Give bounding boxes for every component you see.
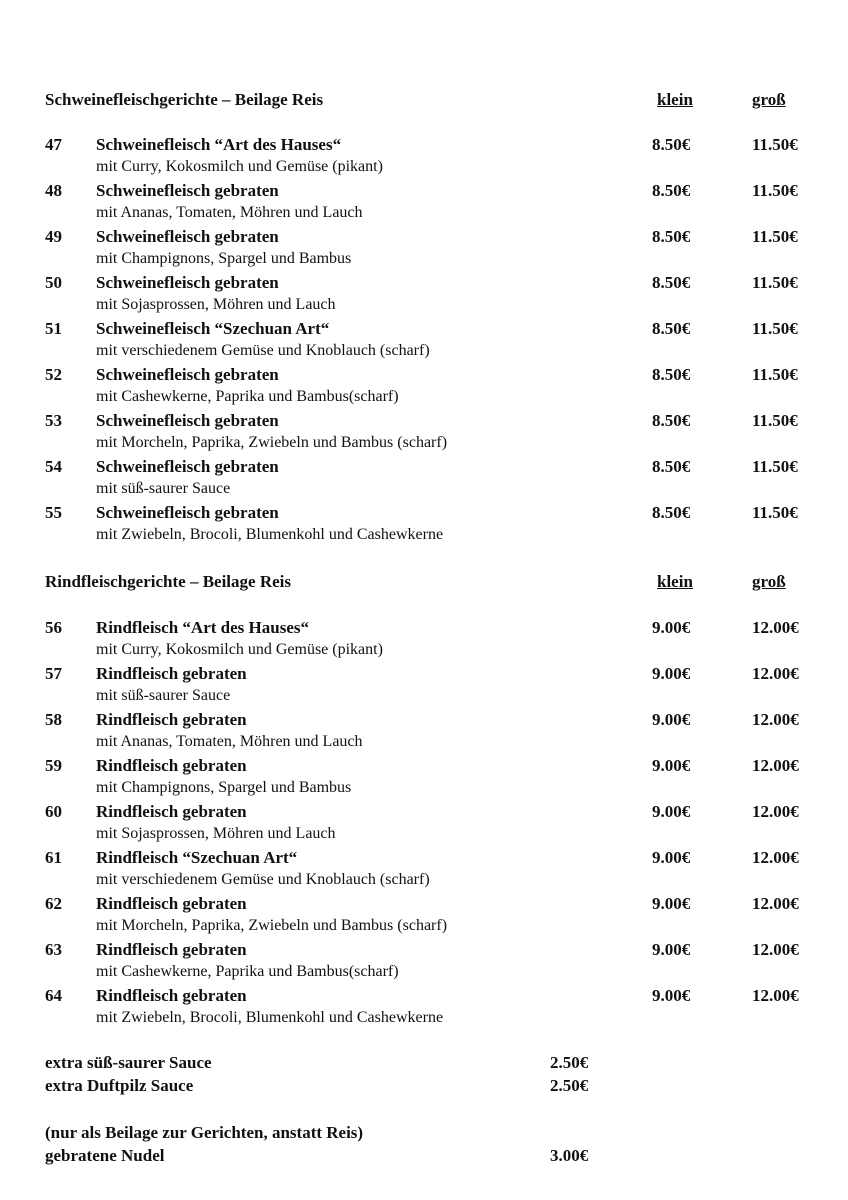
item-name: Schweinefleisch gebraten — [96, 457, 279, 476]
menu-item — [45, 801, 815, 847]
item-description: mit Cashewkerne, Paprika und Bambus(scharf) — [96, 963, 399, 980]
menu-item — [45, 456, 815, 502]
price-large: 11.50€ — [752, 227, 798, 246]
price-large: 12.00€ — [752, 986, 799, 1005]
item-name: Rindfleisch gebraten — [96, 940, 247, 959]
noodle-note-text: (nur als Beilage zur Gerichten, anstatt Reis) — [45, 1123, 364, 1142]
price-large: 11.50€ — [752, 365, 798, 384]
item-description: mit süß-saurer Sauce — [96, 480, 231, 497]
price-small: 9.00€ — [652, 986, 691, 1005]
menu-item — [45, 755, 815, 801]
item-description: mit Ananas, Tomaten, Möhren und Lauch — [96, 733, 363, 750]
menu-item — [45, 272, 815, 318]
item-description: mit Curry, Kokosmilch und Gemüse (pikant) — [96, 641, 383, 658]
extra-price: 2.50€ — [550, 1076, 589, 1095]
section-header-beef — [45, 570, 815, 594]
price-small: 8.50€ — [652, 503, 691, 522]
item-name: Schweinefleisch “Art des Hauses“ — [96, 135, 342, 154]
item-name: Rindfleisch gebraten — [96, 664, 247, 683]
menu-item — [45, 709, 815, 755]
price-large: 12.00€ — [752, 710, 799, 729]
item-name: Rindfleisch gebraten — [96, 756, 247, 775]
item-name: Rindfleisch “Szechuan Art“ — [96, 848, 298, 867]
item-number: 64 — [45, 986, 62, 1005]
item-number: 53 — [45, 411, 62, 430]
menu-item — [45, 318, 815, 364]
item-name: Rindfleisch gebraten — [96, 802, 247, 821]
item-number: 51 — [45, 319, 62, 338]
price-large: 12.00€ — [752, 618, 799, 637]
price-large: 12.00€ — [752, 894, 799, 913]
menu-item — [45, 226, 815, 272]
noodle-price: 3.00€ — [550, 1146, 589, 1165]
price-small: 9.00€ — [652, 664, 691, 683]
price-small: 9.00€ — [652, 940, 691, 959]
item-description: mit Morcheln, Paprika, Zwiebeln und Bambus (scharf) — [96, 917, 448, 934]
price-large: 12.00€ — [752, 802, 799, 821]
item-name: Schweinefleisch “Szechuan Art“ — [96, 319, 330, 338]
column-header-small: klein — [657, 90, 693, 109]
item-number: 62 — [45, 894, 62, 913]
menu-item — [45, 939, 815, 985]
price-small: 9.00€ — [652, 848, 691, 867]
price-large: 12.00€ — [752, 848, 799, 867]
item-number: 55 — [45, 503, 62, 522]
item-description: mit Curry, Kokosmilch und Gemüse (pikant) — [96, 158, 383, 175]
column-header-large: groß — [752, 90, 786, 109]
item-name: Rindfleisch gebraten — [96, 894, 247, 913]
item-description: mit Champignons, Spargel und Bambus — [96, 779, 352, 796]
item-description: mit süß-saurer Sauce — [96, 687, 231, 704]
price-large: 12.00€ — [752, 756, 799, 775]
item-number: 58 — [45, 710, 62, 729]
menu-item — [45, 663, 815, 709]
price-small: 8.50€ — [652, 135, 691, 154]
item-description: mit verschiedenem Gemüse und Knoblauch (scharf) — [96, 342, 430, 359]
menu-item — [45, 617, 815, 663]
item-number: 56 — [45, 618, 62, 637]
price-large: 11.50€ — [752, 181, 798, 200]
price-small: 9.00€ — [652, 802, 691, 821]
price-large: 11.50€ — [752, 135, 798, 154]
item-description: mit Cashewkerne, Paprika und Bambus(scharf) — [96, 388, 399, 405]
noodle-note — [45, 1122, 605, 1144]
item-number: 61 — [45, 848, 62, 867]
item-description: mit Champignons, Spargel und Bambus — [96, 250, 352, 267]
price-large: 11.50€ — [752, 411, 798, 430]
item-name: Schweinefleisch gebraten — [96, 227, 279, 246]
extra-price: 2.50€ — [550, 1053, 589, 1072]
section-header-pork — [45, 88, 815, 112]
price-small: 8.50€ — [652, 273, 691, 292]
extra-item — [45, 1075, 605, 1097]
menu-item — [45, 410, 815, 456]
price-large: 11.50€ — [752, 273, 798, 292]
item-number: 49 — [45, 227, 62, 246]
item-number: 59 — [45, 756, 62, 775]
menu-item — [45, 134, 815, 180]
price-small: 9.00€ — [652, 618, 691, 637]
item-description: mit Morcheln, Paprika, Zwiebeln und Bambus (scharf) — [96, 434, 448, 451]
price-small: 9.00€ — [652, 710, 691, 729]
section-title: Rindfleischgerichte – Beilage Reis — [45, 572, 291, 591]
menu-item — [45, 502, 815, 548]
item-number: 50 — [45, 273, 62, 292]
menu-item — [45, 893, 815, 939]
price-small: 9.00€ — [652, 894, 691, 913]
menu-item — [45, 847, 815, 893]
item-number: 60 — [45, 802, 62, 821]
item-description: mit Ananas, Tomaten, Möhren und Lauch — [96, 204, 363, 221]
item-name: Rindfleisch “Art des Hauses“ — [96, 618, 309, 637]
item-name: Rindfleisch gebraten — [96, 986, 247, 1005]
item-description: mit verschiedenem Gemüse und Knoblauch (scharf) — [96, 871, 430, 888]
extra-label: extra Duftpilz Sauce — [45, 1076, 194, 1095]
price-small: 8.50€ — [652, 365, 691, 384]
item-number: 47 — [45, 135, 62, 154]
menu-item — [45, 985, 815, 1031]
item-description: mit Zwiebeln, Brocoli, Blumenkohl und Cashewkerne — [96, 1009, 444, 1026]
price-small: 8.50€ — [652, 227, 691, 246]
item-number: 63 — [45, 940, 62, 959]
item-name: Schweinefleisch gebraten — [96, 365, 279, 384]
section-title: Schweinefleischgerichte – Beilage Reis — [45, 90, 324, 109]
column-header-small: klein — [657, 572, 693, 591]
price-small: 8.50€ — [652, 319, 691, 338]
price-large: 11.50€ — [752, 319, 798, 338]
column-header-large: groß — [752, 572, 786, 591]
item-number: 52 — [45, 365, 62, 384]
extra-item — [45, 1052, 605, 1074]
price-small: 9.00€ — [652, 756, 691, 775]
item-description: mit Zwiebeln, Brocoli, Blumenkohl und Cashewkerne — [96, 526, 444, 543]
item-name: Schweinefleisch gebraten — [96, 503, 279, 522]
price-large: 12.00€ — [752, 664, 799, 683]
item-number: 48 — [45, 181, 62, 200]
price-large: 11.50€ — [752, 457, 798, 476]
extra-label: extra süß-saurer Sauce — [45, 1053, 212, 1072]
price-small: 8.50€ — [652, 181, 691, 200]
item-description: mit Sojasprossen, Möhren und Lauch — [96, 825, 336, 842]
noodle-item — [45, 1145, 605, 1167]
price-small: 8.50€ — [652, 457, 691, 476]
item-number: 57 — [45, 664, 62, 683]
item-name: Rindfleisch gebraten — [96, 710, 247, 729]
menu-item — [45, 180, 815, 226]
noodle-label: gebratene Nudel — [45, 1146, 165, 1165]
price-large: 11.50€ — [752, 503, 798, 522]
item-name: Schweinefleisch gebraten — [96, 273, 279, 292]
price-small: 8.50€ — [652, 411, 691, 430]
item-name: Schweinefleisch gebraten — [96, 411, 279, 430]
item-name: Schweinefleisch gebraten — [96, 181, 279, 200]
menu-item — [45, 364, 815, 410]
item-number: 54 — [45, 457, 62, 476]
item-description: mit Sojasprossen, Möhren und Lauch — [96, 296, 336, 313]
price-large: 12.00€ — [752, 940, 799, 959]
